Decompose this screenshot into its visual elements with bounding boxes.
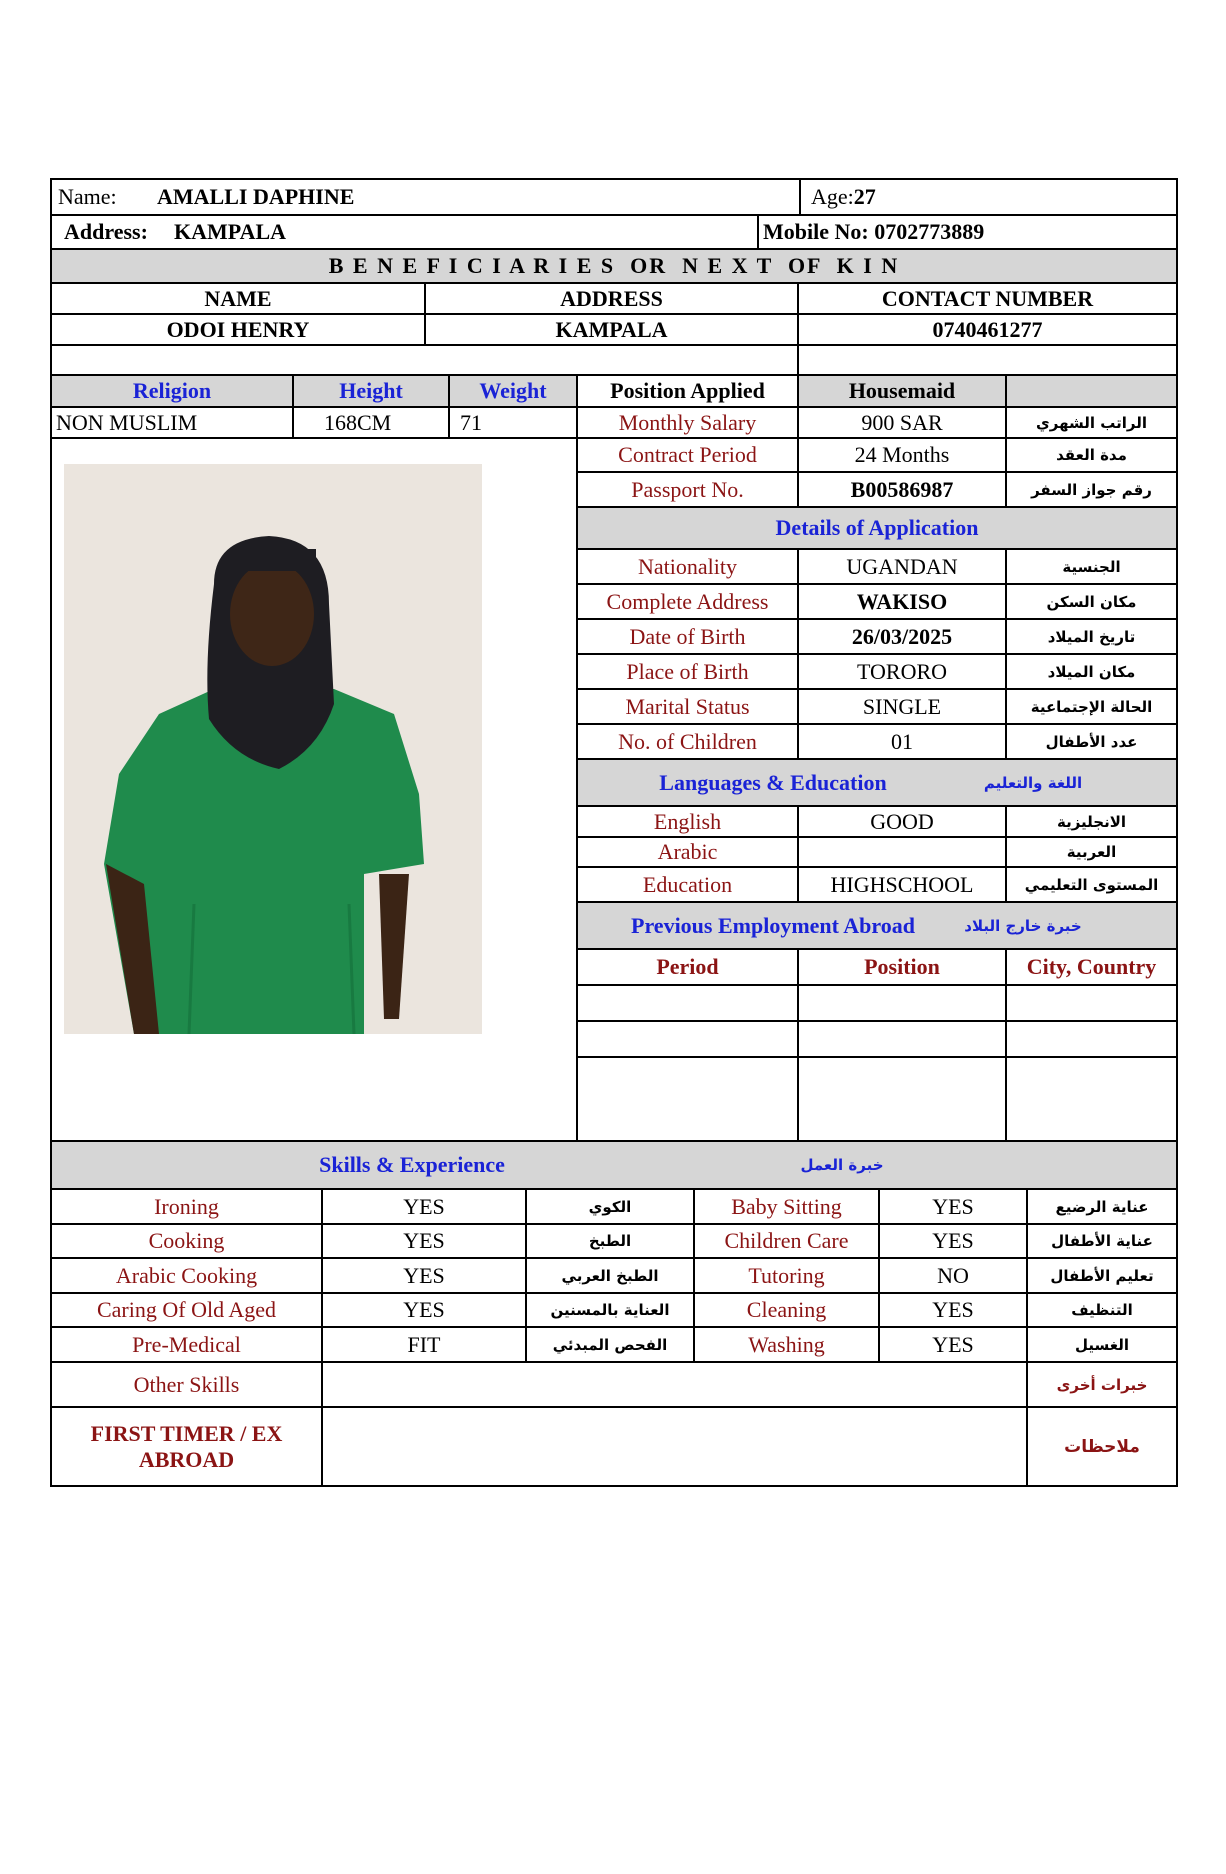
address-label: Address:: [64, 219, 148, 244]
other-skills-arabic: خبرات أخرى: [1056, 1375, 1148, 1394]
details-arabic: مكان السكن: [1046, 592, 1137, 611]
details-label: Marital Status: [578, 690, 799, 723]
employment-period: [578, 1022, 799, 1056]
skill-arabic: الغسيل: [1074, 1335, 1130, 1354]
details-arabic: عدد الأطفال: [1045, 732, 1138, 751]
name-label: Name:: [58, 184, 117, 209]
employment-period: [578, 1058, 799, 1140]
details-arabic: الحالة الإجتماعية: [1030, 697, 1153, 716]
details-row: [578, 725, 1176, 760]
address-value: KAMPALA: [174, 219, 287, 244]
skill-label: Cooking: [52, 1225, 323, 1257]
remarks-row: [52, 1408, 1176, 1485]
kin-address: KAMPALA: [426, 315, 799, 344]
employment-arabic-title: خبرة خارج البلاد: [964, 916, 1082, 935]
other-skills-label: Other Skills: [52, 1363, 323, 1406]
contract-arabic: الراتب الشهري: [1036, 413, 1147, 432]
details-title-row: [578, 508, 1176, 550]
languages-title: Languages & Education: [659, 769, 887, 795]
employment-col-period: Period: [578, 950, 799, 984]
skills-arabic-title: خبرة العمل: [800, 1156, 884, 1174]
employment-row: [578, 1022, 1176, 1058]
contract-value: B00586987: [799, 473, 1007, 506]
details-row: [578, 655, 1176, 690]
skill-arabic: الطبخ: [527, 1225, 695, 1257]
details-arabic: تاريخ الميلاد: [1047, 627, 1136, 646]
skill-label: Pre-Medical: [52, 1328, 323, 1361]
applicant-photo: [64, 464, 482, 1034]
weight-value: 71: [450, 408, 578, 437]
skills-title-row: [52, 1140, 1176, 1190]
employment-col-position: Position: [799, 950, 1007, 984]
skill-label: Cleaning: [695, 1294, 880, 1326]
language-value: GOOD: [799, 807, 1007, 836]
language-arabic: الانجليزية: [1056, 812, 1127, 831]
skill-label: Tutoring: [695, 1259, 880, 1292]
kin-header-row: [52, 284, 1176, 315]
mobile-value: 0702773889: [874, 219, 985, 244]
kin-value-row: [52, 315, 1176, 346]
contract-arabic: رقم جواز السفر: [1031, 480, 1152, 499]
other-skills-row: [52, 1363, 1176, 1408]
skill-value: YES: [323, 1294, 527, 1326]
skill-arabic: عناية الرضيع: [1055, 1197, 1149, 1216]
contract-value: 900 SAR: [799, 408, 1007, 437]
details-label: Place of Birth: [578, 655, 799, 688]
application-form: [50, 178, 1178, 1487]
details-row: [578, 620, 1176, 655]
language-label: English: [578, 807, 799, 836]
name-row: [52, 180, 1176, 216]
contract-arabic: مدة العقد: [1056, 446, 1127, 464]
mobile-label: Mobile No:: [763, 219, 869, 244]
skill-arabic: تعليم الأطفال: [1050, 1266, 1154, 1285]
employment-position: [799, 986, 1007, 1020]
language-label: Arabic: [578, 838, 799, 866]
age-value: 27: [853, 184, 876, 209]
kin-title: B E N E F I C I A R I E S OR N E X T OF K I N: [328, 253, 900, 278]
details-value: 01: [799, 725, 1007, 758]
kin-col-name: NAME: [52, 284, 426, 313]
skill-value: NO: [880, 1259, 1028, 1292]
skill-arabic: عناية الأطفال: [1051, 1232, 1153, 1250]
details-label: Date of Birth: [578, 620, 799, 653]
skill-arabic: العناية بالمسنين: [527, 1294, 695, 1326]
mobile-cell: [757, 216, 1176, 248]
age-label: Age:: [811, 184, 854, 209]
skill-value: YES: [880, 1225, 1028, 1257]
employment-position: [799, 1022, 1007, 1056]
details-value: SINGLE: [799, 690, 1007, 723]
details-label: Nationality: [578, 550, 799, 583]
details-label: Complete Address: [578, 585, 799, 618]
religion-label: Religion: [52, 376, 294, 406]
position-label: Position Applied: [578, 376, 799, 406]
skill-label: Baby Sitting: [695, 1190, 880, 1223]
remarks-label: [52, 1408, 323, 1485]
language-arabic: العربية: [1066, 843, 1117, 861]
skill-value: YES: [880, 1328, 1028, 1361]
employment-col-city: City, Country: [1026, 954, 1157, 979]
height-value: 168CM: [294, 408, 450, 437]
contract-label: Monthly Salary: [578, 408, 799, 437]
employment-title-row: [578, 903, 1176, 950]
employment-row: [578, 1058, 1176, 1142]
details-arabic: الجنسية: [1062, 557, 1121, 576]
photo-panel: [52, 439, 578, 1160]
language-label: Education: [578, 868, 799, 901]
contract-label: Contract Period: [578, 439, 799, 471]
details-row: [578, 585, 1176, 620]
skill-arabic: الفحص المبدئي: [527, 1328, 695, 1361]
blank-cell-left: [52, 346, 799, 374]
skill-label: Children Care: [695, 1225, 880, 1257]
skill-value: YES: [323, 1225, 527, 1257]
employment-period: [578, 986, 799, 1020]
skill-value: YES: [880, 1190, 1028, 1223]
skill-row: [52, 1328, 1176, 1363]
kin-contact: 0740461277: [932, 316, 1043, 342]
skill-value: FIT: [323, 1328, 527, 1361]
details-row: [578, 550, 1176, 585]
employment-header-row: [578, 950, 1176, 986]
kin-col-contact: CONTACT NUMBER: [881, 285, 1094, 311]
height-label: Height: [294, 376, 450, 406]
skill-row: [52, 1190, 1176, 1225]
employment-title: Previous Employment Abroad: [631, 912, 915, 938]
details-value: TORORO: [799, 655, 1007, 688]
skill-row: [52, 1225, 1176, 1259]
contract-label: Passport No.: [578, 473, 799, 506]
skill-label: Caring Of Old Aged: [52, 1294, 323, 1326]
skill-label: Arabic Cooking: [52, 1259, 323, 1292]
language-row: [578, 807, 1176, 838]
language-value: [799, 838, 1007, 866]
language-arabic: المستوى التعليمي: [1024, 875, 1159, 894]
skill-row: [52, 1259, 1176, 1294]
details-value: WAKISO: [799, 585, 1007, 618]
language-row: [578, 868, 1176, 903]
skill-value: YES: [323, 1259, 527, 1292]
name-value: AMALLI DAPHINE: [157, 184, 355, 209]
position-value: Housemaid: [799, 376, 1007, 406]
religion-value: NON MUSLIM: [52, 408, 294, 437]
details-title: Details of Application: [775, 515, 979, 540]
languages-title-row: [578, 760, 1176, 807]
skill-label: Washing: [695, 1328, 880, 1361]
details-label: No. of Children: [578, 725, 799, 758]
language-value: HIGHSCHOOL: [799, 868, 1007, 901]
blank-row: [52, 346, 1176, 376]
skills-title: Skills & Experience: [319, 1152, 505, 1177]
employment-row: [578, 986, 1176, 1022]
details-row: [578, 690, 1176, 725]
skill-arabic: الكوي: [527, 1190, 695, 1223]
skill-row: [52, 1294, 1176, 1328]
details-value: UGANDAN: [799, 550, 1007, 583]
address-row: [52, 216, 1176, 250]
age-cell: [799, 180, 1176, 214]
remarks-value: [323, 1408, 1028, 1485]
kin-col-address: ADDRESS: [426, 284, 799, 313]
skill-arabic: التنظيف: [1071, 1301, 1133, 1319]
profile-value-row: [52, 408, 1176, 439]
other-skills-value: [323, 1363, 1028, 1406]
skill-value: YES: [880, 1294, 1028, 1326]
language-row: [578, 838, 1176, 868]
kin-title-row: [52, 250, 1176, 284]
position-arabic-cell: [1007, 376, 1176, 406]
profile-header-row: [52, 376, 1176, 408]
remarks-label-line-1: FIRST TIMER / EX: [90, 1420, 283, 1446]
contract-period-row: [578, 439, 1176, 473]
kin-name: ODOI HENRY: [52, 315, 426, 344]
employment-position: [799, 1058, 1007, 1140]
languages-arabic-title: اللغة والتعليم: [983, 773, 1083, 792]
skill-value: YES: [323, 1190, 527, 1223]
skill-arabic: الطبخ العربي: [527, 1259, 695, 1292]
details-value: 26/03/2025: [799, 620, 1007, 653]
skill-label: Ironing: [52, 1190, 323, 1223]
weight-label: Weight: [450, 376, 578, 406]
passport-row: [578, 473, 1176, 508]
remarks-label-line-2: ABROAD: [138, 1446, 235, 1472]
details-arabic: مكان الميلاد: [1047, 662, 1136, 681]
contract-value: 24 Months: [799, 439, 1007, 471]
remarks-arabic: ملاحظات: [1064, 1436, 1140, 1457]
